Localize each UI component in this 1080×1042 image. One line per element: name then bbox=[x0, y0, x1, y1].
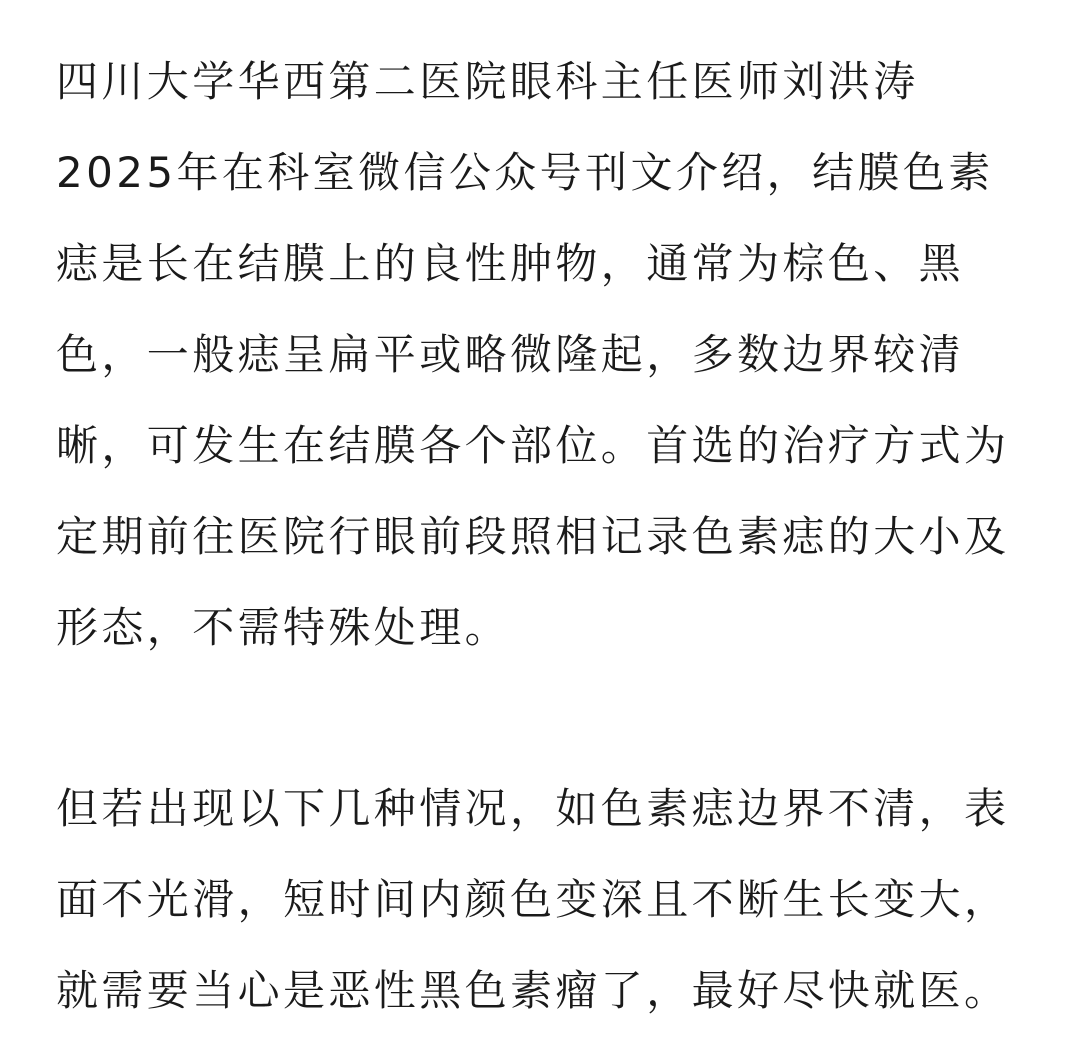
text-line: 2025年在科室微信公众号刊文介绍，结膜色素 bbox=[56, 148, 994, 197]
text-line: 但若出现以下几种情况，如色素痣边界不清，表 bbox=[56, 784, 1010, 833]
text-line: 四川大学华西第二医院眼科主任医师刘洪涛 bbox=[56, 57, 919, 106]
text-line: 定期前往医院行眼前段照相记录色素痣的大小及 bbox=[56, 512, 1010, 561]
text-line: 形态，不需特殊处理。 bbox=[56, 603, 511, 652]
paragraph-spacer bbox=[56, 673, 1036, 763]
article-body bbox=[56, 36, 1036, 1036]
text-line: 就需要当心是恶性黑色素瘤了，最好尽快就医。 bbox=[56, 966, 1010, 1015]
paragraph-1 bbox=[56, 36, 1036, 673]
text-line: 面不光滑，短时间内颜色变深且不断生长变大， bbox=[56, 875, 1010, 924]
text-line: 晰，可发生在结膜各个部位。首选的治疗方式为 bbox=[56, 421, 1010, 470]
paragraph-2 bbox=[56, 763, 1036, 1036]
text-line: 痣是长在结膜上的良性肿物，通常为棕色、黑 bbox=[56, 239, 965, 288]
text-line: 色，一般痣呈扁平或略微隆起，多数边界较清 bbox=[56, 330, 965, 379]
